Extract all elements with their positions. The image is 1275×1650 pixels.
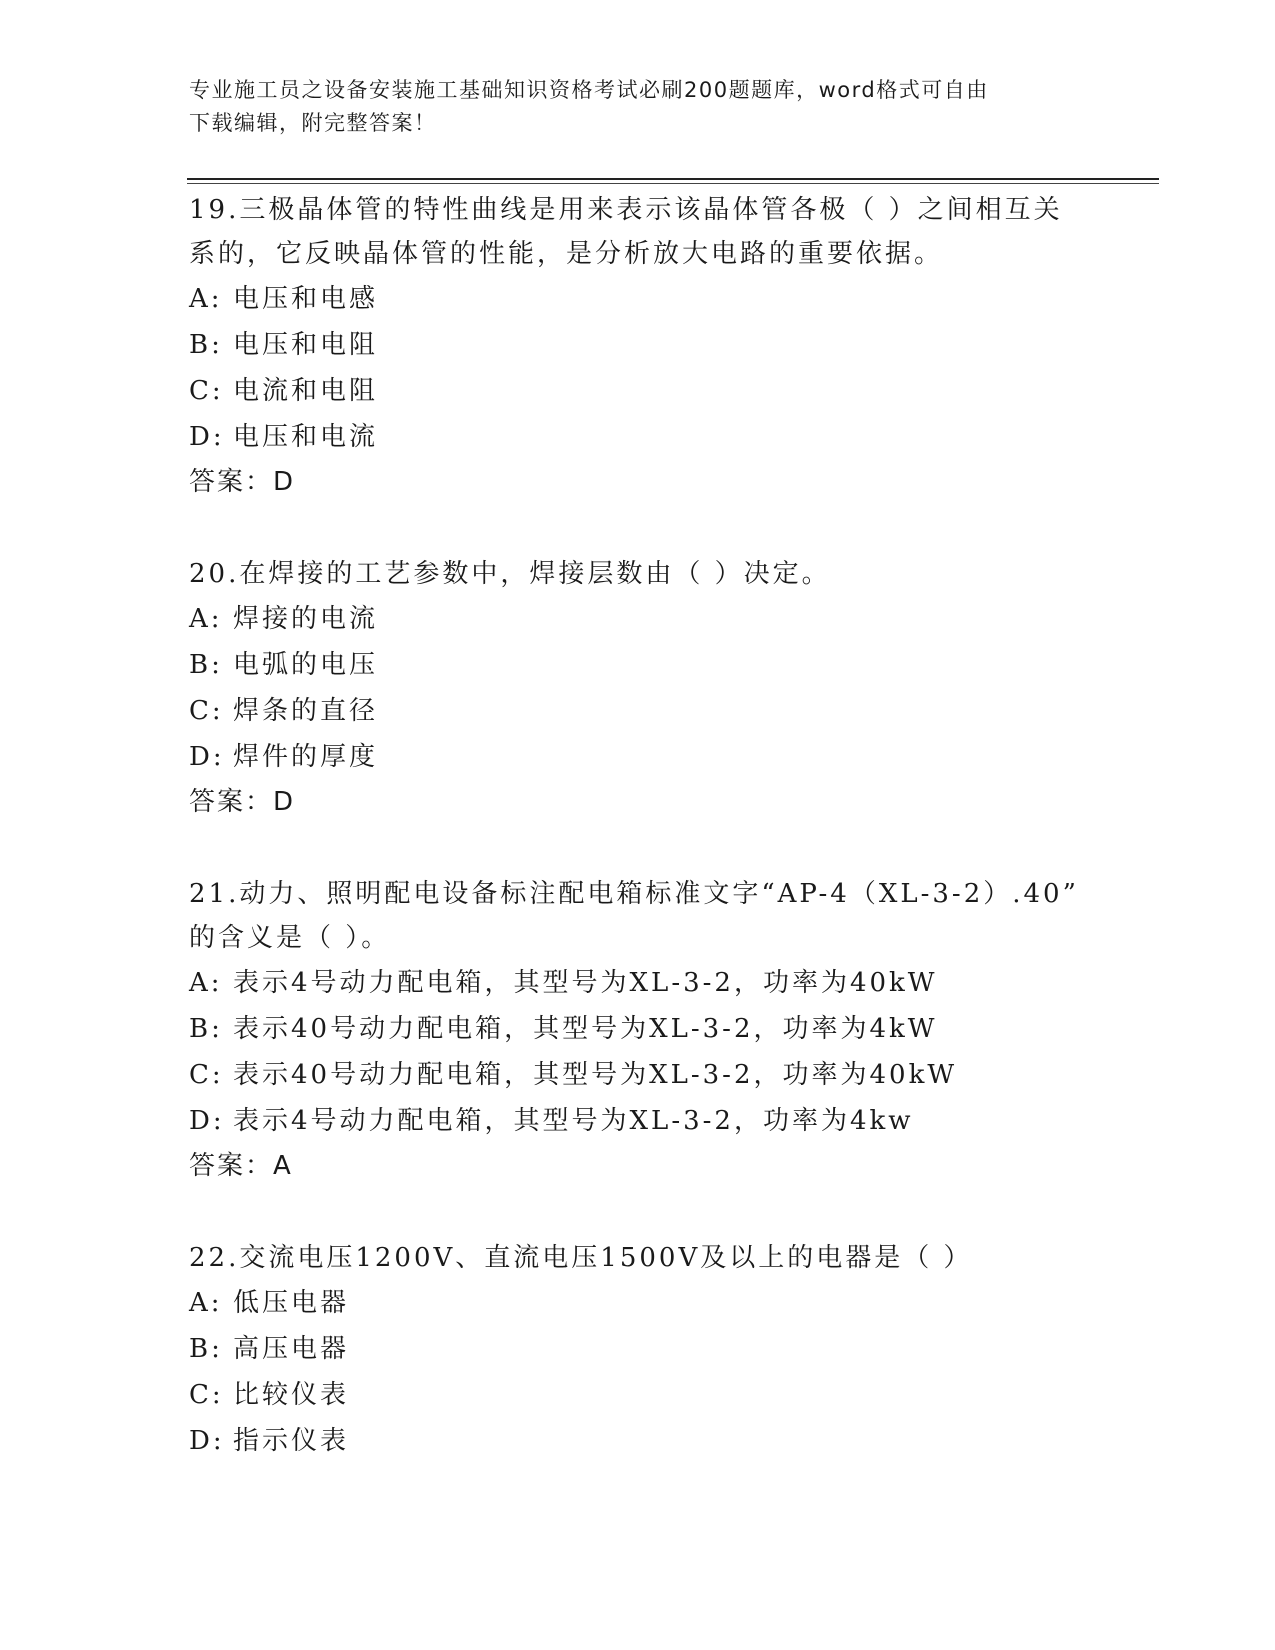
option-text: 焊条的直径 [233, 696, 379, 726]
option-key: D: [189, 1106, 225, 1136]
option-key: A: [189, 604, 223, 634]
option-key: D: [189, 422, 225, 452]
question-stem-line-1: 21.动力、照明配电设备标注配电箱标准文字“AP-4（XL-3-2）.40” [189, 879, 1079, 909]
option-c [189, 1052, 1089, 1098]
option-text: 指示仪表 [233, 1426, 350, 1456]
option-text: 比较仪表 [233, 1380, 350, 1410]
option-b [189, 642, 1089, 688]
option-text: 低压电器 [233, 1288, 350, 1318]
option-b [189, 1326, 1089, 1372]
option-key: C: [189, 696, 224, 726]
option-d [189, 1098, 1089, 1144]
option-c [189, 688, 1089, 734]
option-text: 焊接的电流 [233, 604, 379, 634]
option-key: B: [189, 330, 223, 360]
header-divider-thin [187, 183, 1159, 184]
header-divider-thick [187, 178, 1159, 180]
answer-line: 答案：D [189, 467, 296, 497]
option-text: 表示40号动力配电箱，其型号为XL-3-2，功率为40kW [233, 1060, 958, 1090]
option-key: C: [189, 1380, 224, 1410]
option-text: 表示40号动力配电箱，其型号为XL-3-2，功率为4kW [233, 1014, 938, 1044]
option-c [189, 368, 1089, 414]
option-text: 电流和电阻 [233, 376, 379, 406]
option-a [189, 960, 1089, 1006]
option-d [189, 414, 1089, 460]
question-22 [189, 1236, 1089, 1464]
question-20 [189, 552, 1089, 824]
question-spacer [189, 824, 1089, 872]
option-d [189, 734, 1089, 780]
question-spacer [189, 504, 1089, 552]
question-list [189, 188, 1089, 1464]
option-a [189, 1280, 1089, 1326]
question-stem-line-2: 的含义是（ ）。 [189, 923, 391, 953]
question-stem [189, 1236, 1089, 1280]
option-a [189, 276, 1089, 322]
question-stem [189, 188, 1089, 276]
question-21 [189, 872, 1089, 1188]
option-text: 高压电器 [233, 1334, 350, 1364]
question-stem-line-1: 22.交流电压1200V、直流电压1500V及以上的电器是（ ） [189, 1243, 973, 1273]
option-key: A: [189, 1288, 223, 1318]
option-text: 电压和电流 [233, 422, 379, 452]
answer-line: 答案：A [189, 1151, 293, 1181]
option-c [189, 1372, 1089, 1418]
option-key: A: [189, 284, 223, 314]
option-key: A: [189, 968, 223, 998]
question-19 [189, 188, 1089, 504]
document-header [189, 74, 1069, 140]
question-stem [189, 552, 1089, 596]
option-text: 电压和电阻 [233, 330, 379, 360]
option-key: B: [189, 650, 223, 680]
option-a [189, 596, 1089, 642]
option-key: C: [189, 1060, 224, 1090]
question-stem-line-1: 19.三极晶体管的特性曲线是用来表示该晶体管各极（ ）之间相互关 [189, 195, 1063, 225]
option-text: 焊件的厚度 [233, 742, 379, 772]
question-stem [189, 872, 1089, 960]
option-key: B: [189, 1334, 223, 1364]
option-text: 电压和电感 [233, 284, 379, 314]
question-spacer [189, 1188, 1089, 1236]
option-d [189, 1418, 1089, 1464]
header-line-1: 专业施工员之设备安装施工基础知识资格考试必刷200题题库，word格式可自由 [189, 78, 989, 102]
option-b [189, 1006, 1089, 1052]
answer-line: 答案：D [189, 787, 296, 817]
option-key: B: [189, 1014, 223, 1044]
option-text: 表示4号动力配电箱，其型号为XL-3-2，功率为4kw [233, 1106, 914, 1136]
option-key: C: [189, 376, 224, 406]
option-b [189, 322, 1089, 368]
question-stem-line-2: 系的，它反映晶体管的性能，是分析放大电路的重要依据。 [189, 239, 944, 269]
option-key: D: [189, 1426, 225, 1456]
option-key: D: [189, 742, 225, 772]
option-text: 电弧的电压 [233, 650, 379, 680]
option-text: 表示4号动力配电箱，其型号为XL-3-2，功率为40kW [233, 968, 938, 998]
question-stem-line-1: 20.在焊接的工艺参数中，焊接层数由（ ）决定。 [189, 559, 831, 589]
header-line-2: 下载编辑，附完整答案！ [189, 111, 437, 135]
